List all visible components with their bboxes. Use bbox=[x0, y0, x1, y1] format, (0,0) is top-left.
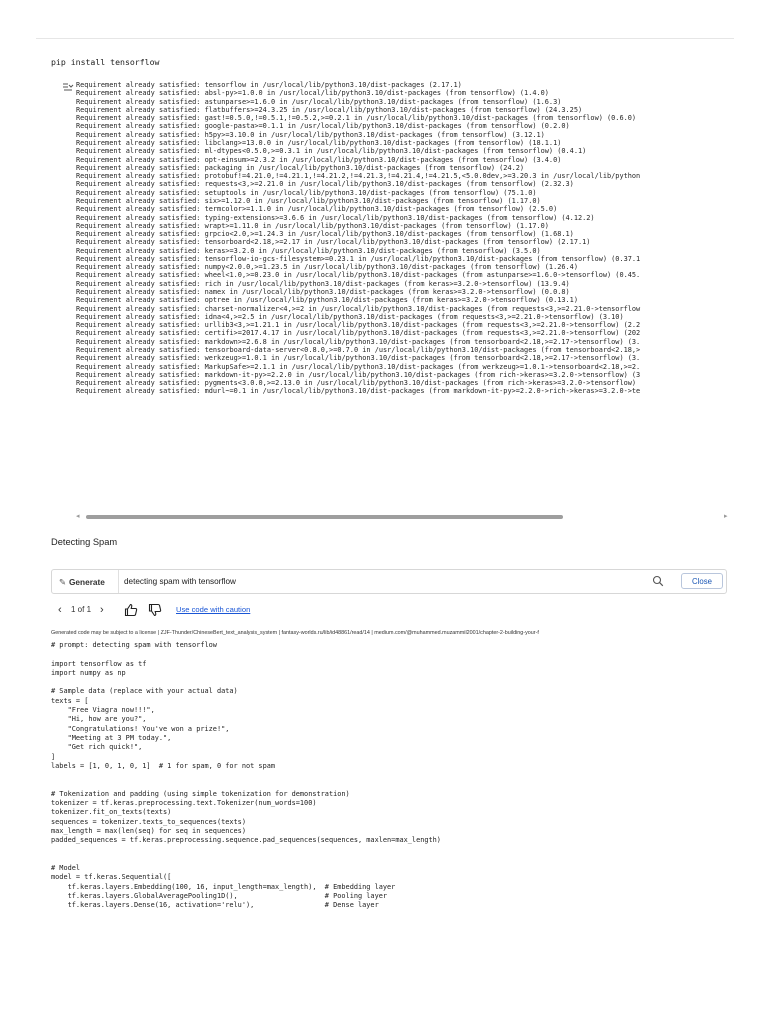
code-line: ] bbox=[51, 752, 56, 761]
code-line: tf.keras.layers.Embedding(100, 16, input_length=max_length), # Embedding layer bbox=[51, 882, 396, 891]
license-disclaimer: Generated code may be subject to a license | ZJF-Thunder/ChineseBert_text_analysis_system | fantasy-worlds.ru/lib/id48861/read/14 | medium.com/@muhammed.muzammil2001/chapter-2-building-your-f bbox=[51, 630, 539, 636]
output-line: Requirement already satisfied: ml-dtypes<0.5.0,>=0.3.1 in /usr/local/lib/python3.10/dist-packages (from tensorflow) (0.4.1) bbox=[76, 147, 587, 156]
code-line bbox=[51, 650, 736, 659]
code-line: model = tf.keras.Sequential([ bbox=[51, 873, 172, 882]
section-title: Detecting Spam bbox=[51, 537, 118, 547]
generated-code-block bbox=[51, 641, 736, 1024]
output-line: Requirement already satisfied: idna<4,>=2.5 in /usr/local/lib/python3.10/dist-packages (from requests<3,>=2.21.0->tensorflow) (3.10) bbox=[76, 312, 624, 321]
output-horizontal-scrollbar[interactable] bbox=[76, 513, 730, 521]
cell-output bbox=[76, 81, 736, 509]
output-line: Requirement already satisfied: grpcio<2.0,>=1.24.3 in /usr/local/lib/python3.10/dist-packages (from tensorflow) (1.68.1) bbox=[76, 230, 574, 239]
code-line: sequences = tokenizer.texts_to_sequences(texts) bbox=[51, 817, 246, 826]
thumbs-up-icon[interactable] bbox=[124, 603, 138, 617]
code-line: max_length = max(len(seq) for seq in sequences) bbox=[51, 826, 246, 835]
thumbs-down-icon[interactable] bbox=[148, 603, 162, 617]
code-line: "Hi, how are you?", bbox=[51, 715, 147, 724]
generate-label[interactable]: ✎ Generate bbox=[59, 577, 105, 587]
output-line: Requirement already satisfied: tensorboard<2.18,>=2.17 in /usr/local/lib/python3.10/dist-packages (from tensorflow) (2.17.1) bbox=[76, 238, 591, 247]
output-line: Requirement already satisfied: optree in /usr/local/lib/python3.10/dist-packages (from keras>=3.2.0->tensorflow) (0.13.1) bbox=[76, 296, 578, 305]
close-button[interactable]: Close bbox=[681, 573, 723, 589]
code-line: # prompt: detecting spam with tensorflow bbox=[51, 641, 217, 649]
code-line bbox=[51, 780, 736, 789]
generate-bar bbox=[51, 569, 727, 594]
output-line: Requirement already satisfied: setuptools in /usr/local/lib/python3.10/dist-packages (from tensorflow) (75.1.0) bbox=[76, 188, 537, 197]
code-line: "Free Viagra now!!!", bbox=[51, 706, 155, 715]
code-cell-input[interactable]: pip install tensorflow bbox=[51, 57, 160, 67]
top-divider bbox=[36, 38, 734, 39]
code-line: tokenizer.fit_on_texts(texts) bbox=[51, 808, 172, 817]
code-line: tf.keras.layers.Dense(16, activation='relu'), # Dense layer bbox=[51, 901, 379, 910]
code-line: labels = [1, 0, 1, 0, 1] # 1 for spam, 0 for not spam bbox=[51, 761, 276, 770]
code-line: "Congratulations! You've won a prize!", bbox=[51, 724, 230, 733]
output-line: Requirement already satisfied: werkzeug>=1.0.1 in /usr/local/lib/python3.10/dist-packages (from tensorboard<2.18,>=2.17->tensorflow) (3. bbox=[76, 354, 641, 363]
output-line: Requirement already satisfied: six>=1.12.0 in /usr/local/lib/python3.10/dist-packages (from tensorflow) (1.17.0) bbox=[76, 196, 541, 205]
sparkle-icon: ✎ bbox=[59, 577, 66, 587]
output-line: Requirement already satisfied: gast!=0.5.0,!=0.5.1,!=0.5.2,>=0.2.1 in /usr/local/lib/python3.10/dist-packages (from tensorflow) (0.6.0) bbox=[76, 114, 637, 123]
code-line bbox=[51, 855, 736, 864]
output-line: Requirement already satisfied: tensorflow-io-gcs-filesystem>=0.23.1 in /usr/local/lib/python3.10/dist-packages (from tensorflow) (0.37.1 bbox=[76, 254, 641, 263]
output-line: Requirement already satisfied: markdown>=2.6.8 in /usr/local/lib/python3.10/dist-packages (from tensorboard<2.18,>=2.17->tensorflow) (3. bbox=[76, 337, 641, 346]
output-line: Requirement already satisfied: wheel<1.0,>=0.23.0 in /usr/local/lib/python3.10/dist-packages (from astunparse>=1.6.0->tensorflow) (0.45. bbox=[76, 271, 641, 280]
output-line: Requirement already satisfied: termcolor>=1.1.0 in /usr/local/lib/python3.10/dist-packages (from tensorflow) (2.5.0) bbox=[76, 205, 558, 214]
output-line: Requirement already satisfied: markdown-it-py>=2.2.0 in /usr/local/lib/python3.10/dist-packages (from rich->keras>=3.2.0->tensorflow) (3 bbox=[76, 370, 641, 379]
code-line: tf.keras.layers.GlobalAveragePooling1D(), # Pooling layer bbox=[51, 892, 388, 901]
output-line: Requirement already satisfied: opt-einsum>=2.3.2 in /usr/local/lib/python3.10/dist-packages (from tensorflow) (3.4.0) bbox=[76, 155, 562, 164]
use-code-link[interactable]: Use code with caution bbox=[176, 605, 251, 614]
code-line bbox=[51, 771, 736, 780]
output-line: Requirement already satisfied: rich in /usr/local/lib/python3.10/dist-packages (from keras>=3.2.0->tensorflow) (13.9.4) bbox=[76, 279, 570, 288]
output-line: Requirement already satisfied: mdurl~=0.1 in /usr/local/lib/python3.10/dist-packages (from markdown-it-py>=2.2.0->rich->keras>=3.2.0->te bbox=[76, 387, 641, 396]
code-line: padded_sequences = tf.keras.preprocessing.sequence.pad_sequences(sequences, maxlen=max_length) bbox=[51, 836, 441, 845]
output-line: Requirement already satisfied: h5py>=3.10.0 in /usr/local/lib/python3.10/dist-packages (from tensorflow) (3.12.1) bbox=[76, 130, 545, 139]
scrollbar-track[interactable] bbox=[86, 515, 722, 519]
next-icon[interactable]: › bbox=[100, 604, 104, 616]
output-line: Requirement already satisfied: typing-extensions>=3.6.6 in /usr/local/lib/python3.10/dist-packages (from tensorflow) (4.12.2) bbox=[76, 213, 595, 222]
output-line: Requirement already satisfied: wrapt>=1.11.0 in /usr/local/lib/python3.10/dist-packages (from tensorflow) (1.17.0) bbox=[76, 221, 549, 230]
output-line: Requirement already satisfied: flatbuffers>=24.3.25 in /usr/local/lib/python3.10/dist-packages (from tensorflow) (24.3.25) bbox=[76, 105, 583, 114]
generation-pager bbox=[58, 602, 458, 618]
output-line: Requirement already satisfied: libclang>=13.0.0 in /usr/local/lib/python3.10/dist-packages (from tensorflow) (18.1.1) bbox=[76, 138, 562, 147]
output-line: Requirement already satisfied: MarkupSafe>=2.1.1 in /usr/local/lib/python3.10/dist-packages (from werkzeug>=1.0.1->tensorboard<2.18,>=2. bbox=[76, 362, 641, 371]
code-line: # Model bbox=[51, 864, 81, 873]
code-line: "Get rich quick!", bbox=[51, 743, 143, 752]
output-line: Requirement already satisfied: charset-normalizer<4,>=2 in /usr/local/lib/python3.10/dist-packages (from requests<3,>=2.21.0->tensorflow bbox=[76, 304, 641, 313]
output-line: Requirement already satisfied: astunparse>=1.6.0 in /usr/local/lib/python3.10/dist-packages (from tensorflow) (1.6.3) bbox=[76, 97, 562, 106]
code-line: # Tokenization and padding (using simple tokenization for demonstration) bbox=[51, 789, 350, 798]
code-line: import tensorflow as tf bbox=[51, 659, 147, 668]
output-toggle-icon[interactable] bbox=[62, 82, 74, 92]
output-line: Requirement already satisfied: numpy<2.0.0,>=1.23.5 in /usr/local/lib/python3.10/dist-packages (from tensorflow) (1.26.4) bbox=[76, 263, 578, 272]
output-line: Requirement already satisfied: pygments<3.0.0,>=2.13.0 in /usr/local/lib/python3.10/dist-packages (from rich->keras>=3.2.0->tensorflow) bbox=[76, 379, 637, 388]
output-line: Requirement already satisfied: absl-py>=1.0.0 in /usr/local/lib/python3.10/dist-packages (from tensorflow) (1.4.0) bbox=[76, 89, 549, 98]
generate-prompt-input[interactable] bbox=[124, 575, 664, 588]
previous-icon[interactable]: ‹ bbox=[58, 604, 62, 616]
code-line: "Meeting at 3 PM today.", bbox=[51, 733, 172, 742]
scroll-left-icon[interactable]: ◂ bbox=[76, 513, 80, 520]
output-line: Requirement already satisfied: protobuf!=4.21.0,!=4.21.1,!=4.21.2,!=4.21.3,!=4.21.4,!=4.21.5,<5.0.0dev,>=3.20.3 in /usr/local/lib/python bbox=[76, 172, 641, 181]
scroll-right-icon[interactable]: ▸ bbox=[724, 513, 728, 520]
output-line: Requirement already satisfied: namex in /usr/local/lib/python3.10/dist-packages (from keras>=3.2.0->tensorflow) (0.0.8) bbox=[76, 288, 570, 297]
output-line: Requirement already satisfied: tensorflow in /usr/local/lib/python3.10/dist-packages (2.17.1) bbox=[76, 81, 462, 89]
output-line: Requirement already satisfied: tensorboard-data-server<0.8.0,>=0.7.0 in /usr/local/lib/python3.10/dist-packages (from tensorboard<2.18,> bbox=[76, 346, 641, 354]
code-line: # Sample data (replace with your actual data) bbox=[51, 687, 238, 696]
code-line bbox=[51, 846, 736, 855]
output-line: Requirement already satisfied: certifi>=2017.4.17 in /usr/local/lib/python3.10/dist-packages (from requests<3,>=2.21.0->tensorflow) (202 bbox=[76, 329, 641, 338]
generate-divider bbox=[118, 570, 119, 593]
scrollbar-thumb[interactable] bbox=[86, 515, 563, 519]
result-count: 1 of 1 bbox=[71, 605, 92, 614]
code-line: tokenizer = tf.keras.preprocessing.text.Tokenizer(num_words=100) bbox=[51, 799, 317, 808]
output-line: Requirement already satisfied: google-pasta>=0.1.1 in /usr/local/lib/python3.10/dist-packages (from tensorflow) (0.2.0) bbox=[76, 122, 570, 131]
output-line: Requirement already satisfied: urllib3<3,>=1.21.1 in /usr/local/lib/python3.10/dist-packages (from requests<3,>=2.21.0->tensorflow) (2.2 bbox=[76, 321, 641, 330]
code-line: texts = [ bbox=[51, 696, 89, 705]
output-line: Requirement already satisfied: requests<3,>=2.21.0 in /usr/local/lib/python3.10/dist-packages (from tensorflow) (2.32.3) bbox=[76, 180, 574, 189]
code-line: import numpy as np bbox=[51, 668, 126, 677]
output-line: Requirement already satisfied: packaging in /usr/local/lib/python3.10/dist-packages (from tensorflow) (24.2) bbox=[76, 163, 525, 172]
search-icon[interactable] bbox=[652, 575, 664, 587]
output-line: Requirement already satisfied: keras>=3.2.0 in /usr/local/lib/python3.10/dist-packages (from tensorflow) (3.5.0) bbox=[76, 246, 541, 255]
code-line bbox=[51, 678, 736, 687]
